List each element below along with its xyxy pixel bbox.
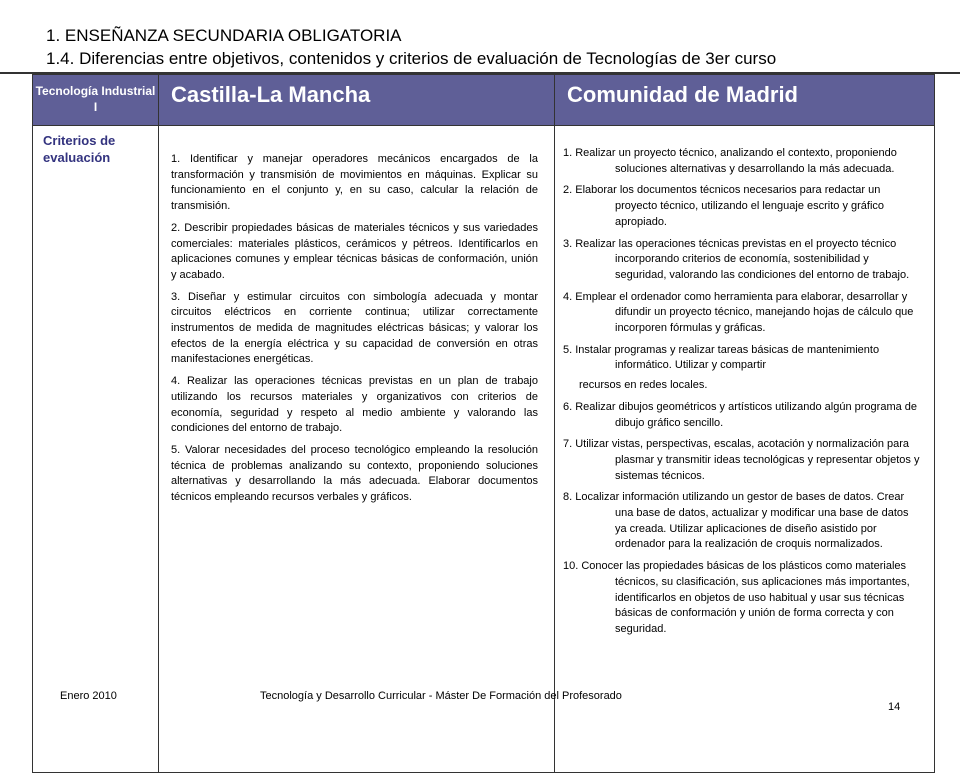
- clm-criteria-cell: [159, 126, 555, 773]
- clm-criterion-4: 4. Realizar las operaciones técnicas previstas en un plan de trabajo utilizando los recursos materiales y organizativos con criterios de economía, seguridad y respeto al medio ambiente y valorando las condiciones del entorno de trabajo.: [171, 375, 538, 435]
- madrid-criterion-10: 10. Conocer las propiedades básicas de los plásticos como materiales técnicos, su clasificación, sus aplicaciones más importantes, identificarlos en objetos de uso habitual y usar sus técnicas básicas de conformación y unión de forma correcta y con seguridad.: [563, 560, 910, 635]
- clm-criterion-3: 3. Diseñar y estimular circuitos con simbología adecuada y montar circuitos eléctricos en corriente continua; utilizar correctamente instrumentos de medida de magnitudes eléctricas básicas; y valorar los efectos de la energía eléctrica y su capacidad de conversión en otras manifestaciones energéticas.: [171, 290, 538, 366]
- table-row: [33, 126, 935, 773]
- comparison-table: [32, 74, 935, 773]
- row-label-criterios: Criterios de evaluación: [33, 126, 159, 773]
- madrid-criterion-1: 1. Realizar un proyecto técnico, analizando el contexto, proponiendo soluciones alternativas y desarrollando la más adecuada.: [563, 147, 897, 175]
- footer-date: Enero 2010: [60, 690, 117, 702]
- clm-criterion-5: 5. Valorar necesidades del proceso tecnológico empleando la resolución técnica de problemas analizando su contexto, proponiendo soluciones alternativas y desarrollando la más adecuada. Elaborar documentos técnicos empleando recursos verbales y gráficos.: [171, 443, 538, 504]
- footer-course: Tecnología y Desarrollo Curricular - Máster De Formación del Profesorado: [260, 690, 622, 702]
- madrid-criterion-5-continuation: recursos en redes locales.: [579, 379, 708, 392]
- madrid-criterion-5: 5. Instalar programas y realizar tareas básicas de mantenimiento informático. Utilizar y compartir: [563, 343, 880, 372]
- slide-title-section: 1. ENSEÑANZA SECUNDARIA OBLIGATORIA: [46, 26, 402, 45]
- madrid-criteria-cell: [555, 126, 935, 773]
- header-subject: Tecnología Industrial I: [33, 75, 159, 126]
- page-number: 14: [888, 701, 901, 713]
- madrid-criterion-4: 4. Emplear el ordenador como herramienta para elaborar, desarrollar y difundir un proyecto técnico, manejando hojas de cálculo que incorporen fórmulas y gráficas.: [563, 290, 914, 335]
- header-castilla-la-mancha: Castilla-La Mancha: [159, 75, 555, 126]
- clm-criterion-1: 1. Identificar y manejar operadores mecánicos encargados de la transformación y transmisión de movimientos en máquinas. Explicar su funcionamiento en el conjunto y, en su caso, calcular la relación de transmisión.: [171, 153, 538, 213]
- madrid-criterion-7: 7. Utilizar vistas, perspectivas, escalas, acotación y normalización para plasmar y transmitir ideas tecnológicas y representar objetos y sistemas técnicos.: [563, 438, 920, 482]
- madrid-criterion-6: 6. Realizar dibujos geométricos y artísticos utilizando algún programa de dibujo gráfico sencillo.: [563, 400, 918, 429]
- madrid-criterion-2: 2. Elaborar los documentos técnicos necesarios para redactar un proyecto técnico, utilizando el lenguaje escrito y gráfico apropiado.: [563, 184, 885, 228]
- clm-criterion-2: 2. Describir propiedades básicas de materiales técnicos y sus variedades comerciales: materiales plásticos, cerámicos y pétreos. Identificarlos en aplicaciones comunes y emplear técnicas básicas de conformación, unión y acabado.: [171, 221, 538, 281]
- table-header-row: [33, 75, 935, 126]
- madrid-criterion-3: 3. Realizar las operaciones técnicas previstas en el proyecto técnico incorporando criterios de economía, sostenibilidad y seguridad, valorando las condiciones del entorno de trabajo.: [563, 237, 910, 281]
- madrid-criterion-8: 8. Localizar información utilizando un gestor de bases de datos. Crear una base de datos, actualizar y modificar una base de datos ya creada. Utilizar aplicaciones de diseño asistido por ordenador para la realización de croquis normalizados.: [563, 491, 909, 551]
- header-comunidad-de-madrid: Comunidad de Madrid: [555, 75, 935, 126]
- slide-subtitle: 1.4. Diferencias entre objetivos, contenidos y criterios de evaluación de Tecnologías de 3er curso: [46, 49, 777, 68]
